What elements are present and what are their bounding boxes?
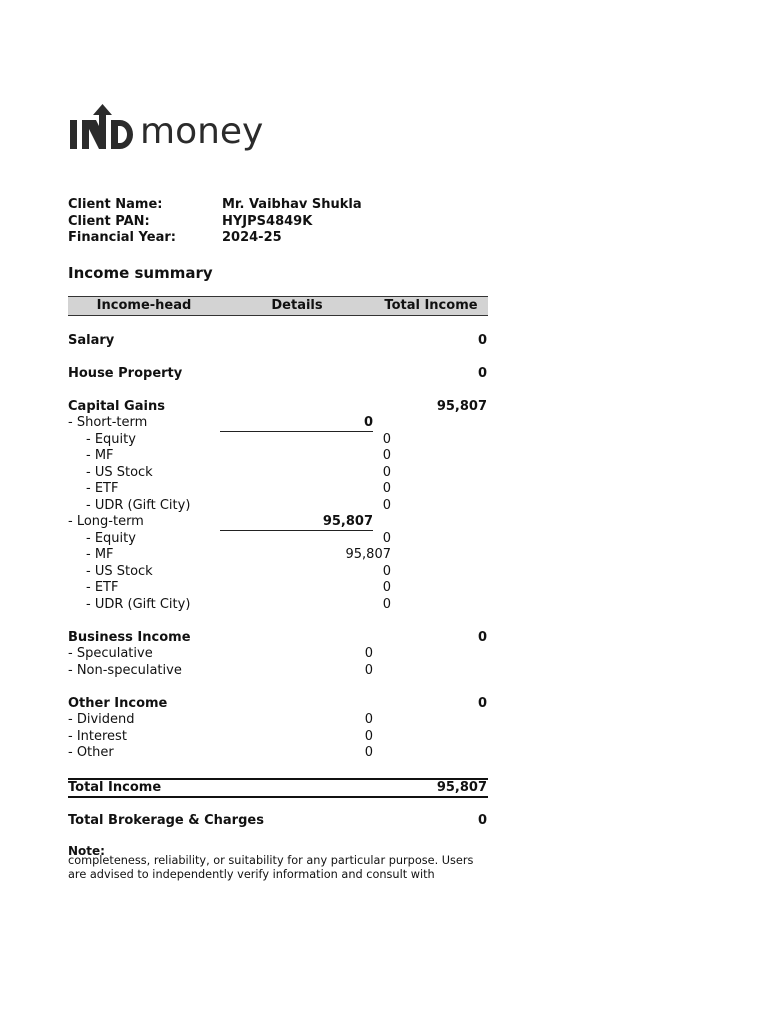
house-property-total: 0 <box>477 365 487 381</box>
table-row-st-udr <box>68 498 488 515</box>
financial-year-label: Financial Year: <box>68 230 176 245</box>
st-etf-label: - ETF <box>86 481 119 496</box>
lt-etf-value: 0 <box>382 580 391 595</box>
indmoney-logo <box>68 96 263 152</box>
financial-year-value: 2024-25 <box>222 230 282 245</box>
note <box>68 845 488 881</box>
lt-equity-label: - Equity <box>86 530 136 546</box>
dividend-label: - Dividend <box>68 712 135 727</box>
note-line-2: are advised to independently verify information and consult with <box>68 867 435 881</box>
st-mf-value: 0 <box>382 448 391 463</box>
table-row-house-property <box>68 366 488 383</box>
note-line-1: completeness, reliability, or suitability for any particular purpose. Users <box>68 854 474 867</box>
capital-gains-label: Capital Gains <box>68 398 165 414</box>
client-name-label: Client Name: <box>68 197 163 212</box>
st-us-stock-value: 0 <box>382 464 391 480</box>
capital-gains-total: 95,807 <box>436 398 487 414</box>
lt-mf-value: 95,807 <box>345 547 391 562</box>
table-row-lt-udr <box>68 597 488 614</box>
table-row-speculative <box>68 646 488 663</box>
st-etf-value: 0 <box>382 481 391 496</box>
table-row-other-income <box>68 696 488 713</box>
long-term-value: 95,807 <box>220 514 373 531</box>
table-row-business-income <box>68 630 488 647</box>
speculative-value: 0 <box>364 646 373 661</box>
other-value: 0 <box>364 745 373 760</box>
brokerage-total: 0 <box>477 813 487 828</box>
table-header <box>68 296 488 316</box>
table-row-dividend <box>68 712 488 729</box>
st-mf-label: - MF <box>86 448 114 463</box>
salary-label: Salary <box>68 332 115 348</box>
header-income-head: Income-head <box>96 298 192 313</box>
other-income-total: 0 <box>477 695 487 711</box>
client-pan-label: Client PAN: <box>68 213 150 229</box>
lt-us-stock-label: - US Stock <box>86 563 153 579</box>
table-row-lt-equity <box>68 531 488 548</box>
header-total-income: Total Income <box>384 298 478 313</box>
table-row-non-speculative <box>68 663 488 680</box>
short-term-label: - Short-term <box>68 415 148 430</box>
interest-label: - Interest <box>68 728 127 744</box>
table-row-short-term <box>68 415 488 432</box>
logo-word-money: money <box>140 111 264 152</box>
st-equity-value: 0 <box>382 431 391 447</box>
table-row-st-mf <box>68 448 488 465</box>
short-term-value: 0 <box>220 415 373 432</box>
brokerage-label: Total Brokerage & Charges <box>68 813 264 828</box>
header-details: Details <box>271 298 323 313</box>
table-row-lt-mf <box>68 547 488 564</box>
total-income-label: Total Income <box>68 780 162 795</box>
note-label: Note: <box>68 844 105 858</box>
dividend-value: 0 <box>364 712 373 727</box>
table-row-st-equity <box>68 432 488 449</box>
non-speculative-value: 0 <box>364 662 373 678</box>
client-info <box>68 197 362 247</box>
ind-logo-mark <box>68 104 138 152</box>
table-row-brokerage <box>68 813 488 830</box>
financial-year-row <box>68 230 362 247</box>
total-income-value: 95,807 <box>436 780 487 795</box>
speculative-label: - Speculative <box>68 646 153 661</box>
table-row-total-income <box>68 778 488 798</box>
section-title: Income summary <box>68 264 213 282</box>
income-summary-table <box>68 296 488 830</box>
table-row-long-term <box>68 514 488 531</box>
st-udr-value: 0 <box>382 497 391 513</box>
interest-value: 0 <box>364 728 373 744</box>
client-name-row <box>68 197 362 214</box>
table-row-lt-etf <box>68 580 488 597</box>
other-label: - Other <box>68 745 114 760</box>
lt-udr-value: 0 <box>382 596 391 612</box>
business-income-label: Business Income <box>68 629 191 645</box>
lt-etf-label: - ETF <box>86 580 119 595</box>
table-row-capital-gains <box>68 399 488 416</box>
long-term-label: - Long-term <box>68 514 144 529</box>
lt-us-stock-value: 0 <box>382 563 391 579</box>
non-speculative-label: - Non-speculative <box>68 662 182 678</box>
table-row-lt-us-stock <box>68 564 488 581</box>
st-udr-label: - UDR (Gift City) <box>86 497 191 513</box>
table-row-interest <box>68 729 488 746</box>
table-row-other <box>68 745 488 762</box>
client-name-value: Mr. Vaibhav Shukla <box>222 197 362 212</box>
table-row-st-us-stock <box>68 465 488 482</box>
lt-equity-value: 0 <box>382 530 391 546</box>
salary-total: 0 <box>477 332 487 348</box>
lt-udr-label: - UDR (Gift City) <box>86 596 191 612</box>
lt-mf-label: - MF <box>86 547 114 562</box>
other-income-label: Other Income <box>68 695 168 711</box>
st-equity-label: - Equity <box>86 431 136 447</box>
client-pan-row <box>68 214 362 231</box>
client-pan-value: HYJPS4849K <box>222 213 313 229</box>
business-income-total: 0 <box>477 629 487 645</box>
st-us-stock-label: - US Stock <box>86 464 153 480</box>
table-row-salary <box>68 333 488 350</box>
table-row-st-etf <box>68 481 488 498</box>
house-property-label: House Property <box>68 365 183 381</box>
